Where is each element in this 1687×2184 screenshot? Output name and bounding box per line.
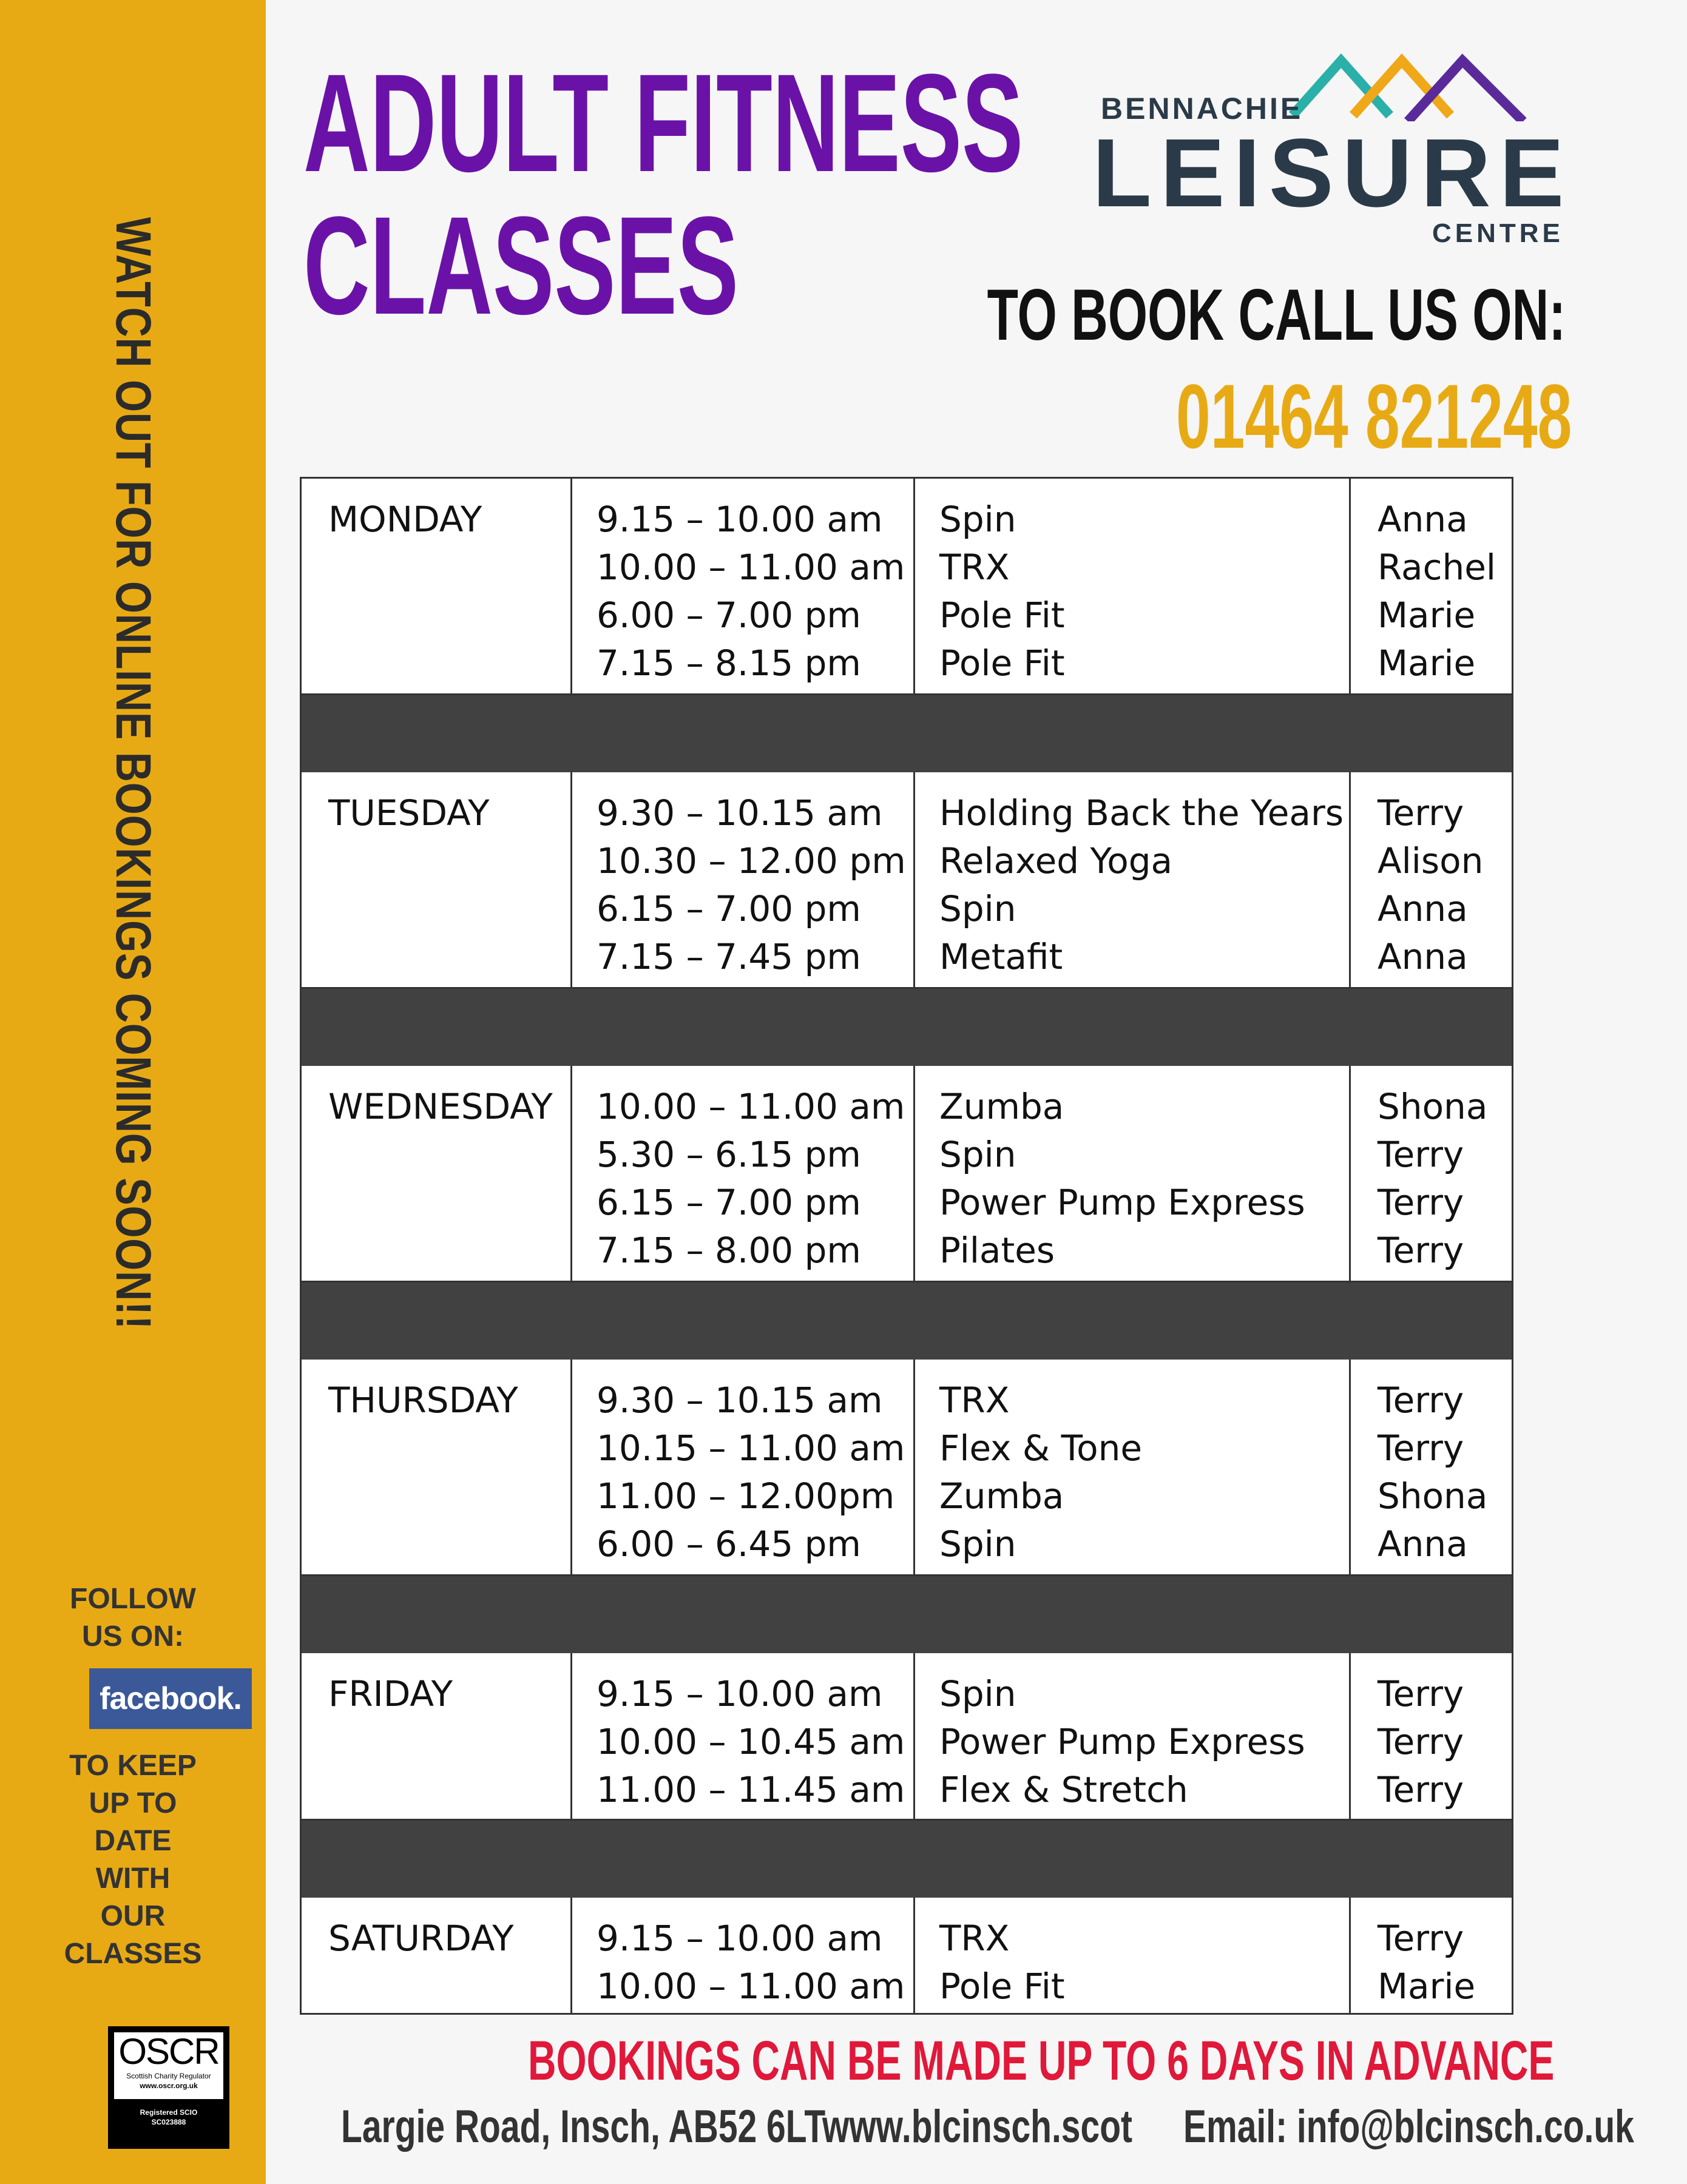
class-cell	[915, 772, 1351, 987]
follow-us-text	[0, 1580, 266, 1656]
time-cell	[572, 479, 915, 693]
class-name: TRX	[939, 1918, 1010, 1959]
instructor-cell	[1351, 479, 1512, 693]
day-cell: FRIDAY	[302, 1653, 572, 1819]
time-slot: 9.15 – 10.00 am	[597, 1918, 883, 1959]
page-title	[303, 45, 1024, 343]
instructor-cell	[1351, 772, 1512, 987]
online-bookings-banner: WATCH OUT FOR ONLINE BOOKINGS COMING SOON!!	[106, 217, 161, 1330]
day-cell: SATURDAY	[302, 1898, 572, 2013]
class-name: Pole Fit	[939, 642, 1065, 684]
row-separator	[302, 1821, 1512, 1898]
logo-brand: BENNACHIE	[1101, 92, 1303, 126]
instructor-name: Terry	[1378, 1769, 1464, 1810]
time-cell	[572, 1898, 915, 2013]
follow-line: US ON:	[82, 1620, 184, 1653]
logo-centre: CENTRE	[1432, 218, 1564, 248]
class-name: Flex & Tone	[939, 1427, 1143, 1469]
time-slot: 10.15 – 11.00 am	[597, 1427, 905, 1469]
instructor-cell	[1351, 1653, 1512, 1819]
class-name: Power Pump Express	[939, 1721, 1305, 1762]
sidebar	[0, 0, 266, 2184]
oscr-subtitle: Scottish Charity Regulator	[126, 2072, 211, 2080]
day-cell: THURSDAY	[302, 1360, 572, 1574]
time-slot: 6.00 – 6.45 pm	[597, 1523, 861, 1565]
address: Largie Road, Insch, AB52 6LT	[341, 2101, 826, 2152]
class-name: Flex & Stretch	[939, 1769, 1188, 1810]
time-slot: 10.00 – 11.00 am	[597, 547, 905, 588]
mountains-logo-icon	[1286, 49, 1566, 121]
time-cell	[572, 1653, 915, 1819]
email-link[interactable]: Email: info@blcinsch.co.uk	[1183, 2101, 1634, 2152]
class-cell	[915, 1898, 1351, 2013]
class-name: Spin	[939, 1134, 1016, 1175]
instructor-name: Anna	[1378, 888, 1468, 929]
time-slot: 11.00 – 11.45 am	[597, 1769, 905, 1810]
instructor-name: Terry	[1378, 1427, 1464, 1469]
logo-main: LEISURE	[1092, 118, 1573, 227]
class-name: Power Pump Express	[939, 1182, 1305, 1223]
table-row	[302, 1360, 1512, 1576]
table-row	[302, 479, 1512, 695]
time-slot: 7.15 – 7.45 pm	[597, 936, 861, 977]
time-slot: 11.00 – 12.00pm	[597, 1475, 895, 1517]
row-separator	[302, 695, 1512, 772]
instructor-name: Marie	[1378, 1966, 1476, 2007]
keep-line: DATE	[94, 1825, 172, 1857]
instructor-name: Terry	[1378, 792, 1464, 834]
instructor-name: Anna	[1378, 499, 1468, 540]
instructor-cell	[1351, 1066, 1512, 1281]
instructor-name: Marie	[1378, 595, 1476, 636]
instructor-name: Rachel	[1378, 547, 1496, 588]
book-call-label: TO BOOK CALL US ON:	[987, 274, 1566, 356]
class-name: TRX	[939, 1380, 1010, 1421]
class-name: Holding Back the Years	[939, 792, 1344, 834]
oscr-title: OSCR	[118, 2031, 219, 2072]
table-row	[302, 1066, 1512, 1282]
class-name: Spin	[939, 1673, 1016, 1714]
class-name: Spin	[939, 499, 1016, 540]
instructor-name: Terry	[1378, 1918, 1464, 1959]
online-bookings-banner-wrap	[90, 46, 175, 1502]
time-slot: 5.30 – 6.15 pm	[597, 1134, 861, 1175]
class-cell	[915, 1066, 1351, 1281]
class-name: TRX	[939, 547, 1010, 588]
class-name: Pole Fit	[939, 595, 1065, 636]
instructor-name: Marie	[1378, 642, 1476, 684]
time-slot: 6.15 – 7.00 pm	[597, 888, 861, 929]
class-name: Relaxed Yoga	[939, 840, 1173, 881]
class-name: Pilates	[939, 1230, 1055, 1271]
title-line-1: ADULT FITNESS	[303, 45, 1024, 201]
keep-up-text	[0, 1747, 266, 1973]
follow-line: FOLLOW	[70, 1583, 196, 1615]
instructor-cell	[1351, 1898, 1512, 2013]
class-name: Zumba	[939, 1475, 1064, 1517]
instructor-name: Terry	[1378, 1673, 1464, 1714]
keep-line: TO KEEP	[69, 1750, 197, 1782]
instructor-name: Terry	[1378, 1230, 1464, 1271]
website-link[interactable]: www.blcinsch.scot	[822, 2101, 1132, 2152]
table-row	[302, 772, 1512, 989]
instructor-name: Anna	[1378, 936, 1468, 977]
leisure-centre-logo	[1092, 49, 1573, 255]
class-cell	[915, 1360, 1351, 1574]
instructor-name: Shona	[1378, 1086, 1488, 1127]
instructor-name: Terry	[1378, 1134, 1464, 1175]
keep-line: UP TO	[89, 1787, 177, 1819]
day-cell: TUESDAY	[302, 772, 572, 987]
instructor-name: Anna	[1378, 1523, 1468, 1565]
time-slot: 9.30 – 10.15 am	[597, 1380, 883, 1421]
phone-number[interactable]: 01464 821248	[1175, 365, 1572, 467]
keep-line: OUR	[100, 1900, 166, 1932]
table-row	[302, 1653, 1512, 1821]
time-slot: 10.30 – 12.00 pm	[597, 840, 906, 881]
day-cell: WEDNESDAY	[302, 1066, 572, 1281]
title-line-2: CLASSES	[303, 187, 739, 343]
time-cell	[572, 772, 915, 987]
class-name: Metafit	[939, 936, 1063, 977]
instructor-name: Terry	[1378, 1721, 1464, 1762]
facebook-link[interactable]: facebook.	[89, 1668, 252, 1729]
time-slot: 9.30 – 10.15 am	[597, 792, 883, 834]
row-separator	[302, 1282, 1512, 1360]
time-slot: 10.00 – 11.00 am	[597, 1966, 905, 2007]
time-slot: 6.00 – 7.00 pm	[597, 595, 861, 636]
keep-line: WITH	[95, 1862, 171, 1895]
schedule-table	[300, 477, 1513, 2015]
row-separator	[302, 1576, 1512, 1653]
oscr-badge	[108, 2026, 229, 2149]
time-slot: 7.15 – 8.15 pm	[597, 642, 861, 684]
table-row	[302, 1898, 1512, 2013]
class-name: Spin	[939, 888, 1016, 929]
oscr-number: SC023888	[151, 2118, 186, 2126]
class-cell	[915, 1653, 1351, 1819]
keep-line: CLASSES	[64, 1938, 202, 1970]
row-separator	[302, 989, 1512, 1066]
class-name: Pole Fit	[939, 1966, 1065, 2007]
oscr-registered: Registered SCIO	[140, 2108, 198, 2117]
class-name: Spin	[939, 1523, 1016, 1565]
instructor-cell	[1351, 1360, 1512, 1574]
time-cell	[572, 1360, 915, 1574]
class-name: Zumba	[939, 1086, 1064, 1127]
time-slot: 10.00 – 10.45 am	[597, 1721, 905, 1762]
time-slot: 10.00 – 11.00 am	[597, 1086, 905, 1127]
time-slot: 9.15 – 10.00 am	[597, 1673, 883, 1714]
time-slot: 7.15 – 8.00 pm	[597, 1230, 861, 1271]
class-cell	[915, 479, 1351, 693]
advance-booking-notice: BOOKINGS CAN BE MADE UP TO 6 DAYS IN ADVANCE	[528, 2030, 1555, 2092]
instructor-name: Shona	[1378, 1475, 1488, 1517]
time-slot: 6.15 – 7.00 pm	[597, 1182, 861, 1223]
time-slot: 9.15 – 10.00 am	[597, 499, 883, 540]
day-cell: MONDAY	[302, 479, 572, 693]
instructor-name: Terry	[1378, 1182, 1464, 1223]
time-cell	[572, 1066, 915, 1281]
oscr-url: www.oscr.org.uk	[140, 2081, 198, 2090]
instructor-name: Alison	[1378, 840, 1484, 881]
instructor-name: Terry	[1378, 1380, 1464, 1421]
